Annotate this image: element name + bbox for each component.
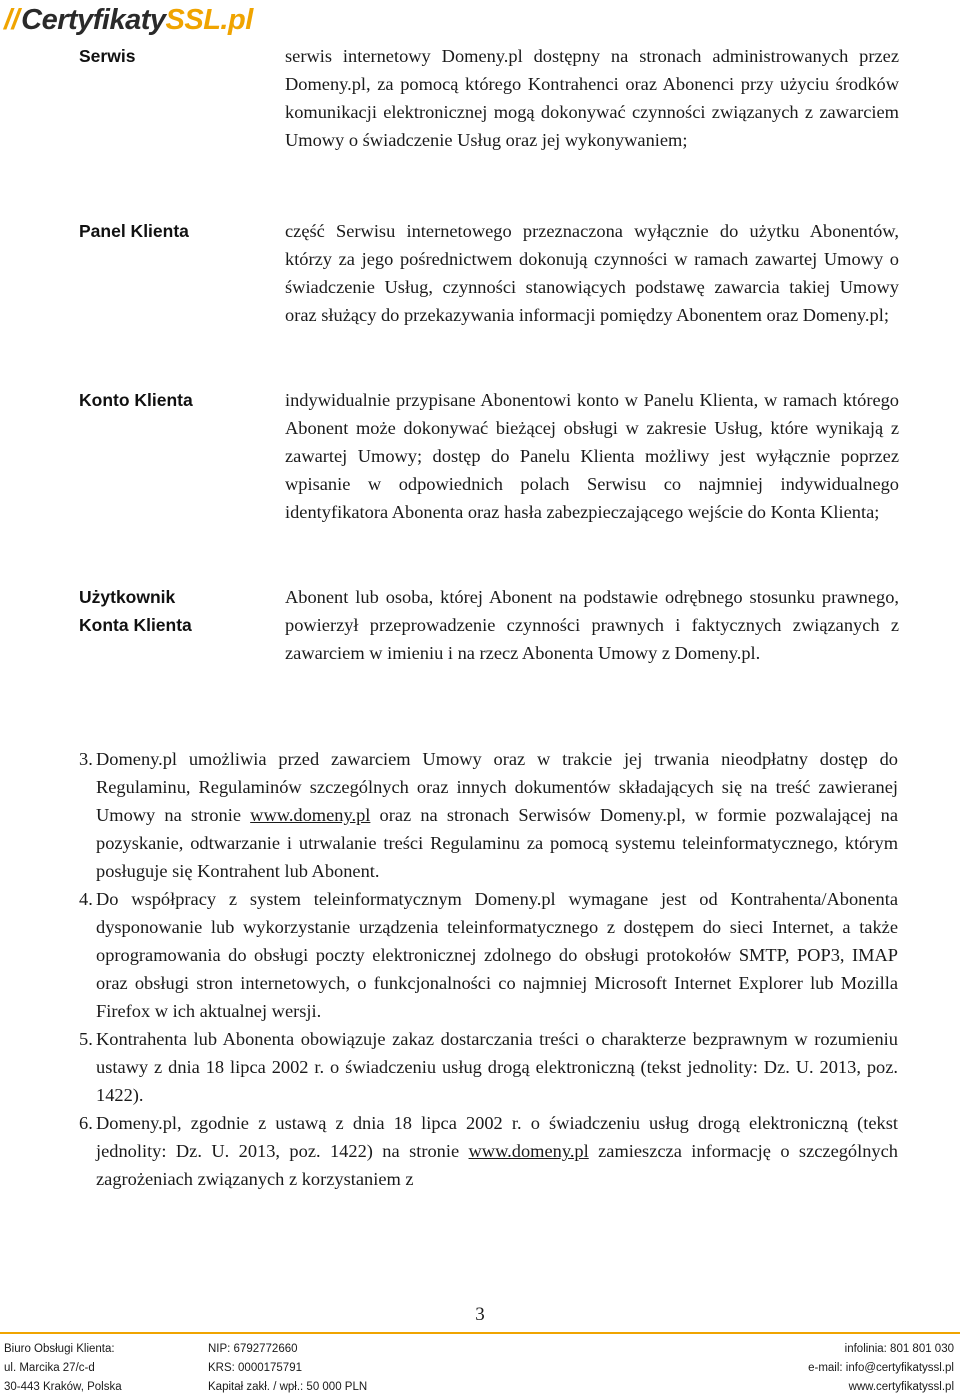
footer-company-info: NIP: 6792772660 KRS: 0000175791 Kapitał zakł. / wpł.: 50 000 PLN: [208, 1343, 368, 1393]
page-number: 3: [475, 1304, 485, 1325]
footer-website[interactable]: www.certyfikatyssl.pl: [848, 1381, 954, 1393]
list-item-text: Kontrahenta lub Abonenta obowiązuje zakaz dostarczania treści o charakterze bezprawnym w rozumieniu ustawy z dnia 18 lipca 2002 r. o świadczeniu usług drogą elektroniczną (tekst jednolity: Dz. U. 2013, poz. 1422).: [96, 1029, 898, 1105]
definition-row-konto-klienta: [79, 386, 899, 583]
list-item: [79, 885, 899, 1025]
definition-row-serwis: [79, 42, 899, 217]
list-item: [79, 1025, 899, 1109]
list-item-text: Domeny.pl umożliwia przed zawarciem Umowy oraz w trakcie jej trwania nieodpłatny dostęp do Regulaminu, Regulaminów szczególnych oraz innych dokumentów składających się na treść zawieranej Umowy na stronie www.domeny.pl oraz na stronach Serwisów Domeny.pl, w formie pozwalającej na pozyskanie, odtwarzanie i utrwalanie treści Regulaminu za pomocą systemu teleinformatycznego, którym posługuje się Kontrahent lub Abonent.: [96, 749, 898, 881]
footer-contact-info: [808, 1340, 954, 1397]
definition-description: indywidualnie przypisane Abonentowi konto w Panelu Klienta, w ramach którego Abonent może dokonywać bieżącej obsługi w zakresie Usług, które wynikają z zawartej Umowy; dostęp do Panelu Klienta możliwy jest wyłącznie poprzez wpisanie w odpowiednich polach Serwisu co najmniej indywidualnego identyfikatora Abonenta oraz hasła zabezpieczającego wejście do Konta Klienta;: [285, 390, 899, 522]
domeny-link[interactable]: www.domeny.pl: [250, 805, 371, 825]
definition-row-panel-klienta: [79, 217, 899, 386]
logo-slashes: //: [4, 3, 20, 36]
list-item-text: Domeny.pl, zgodnie z ustawą z dnia 18 lipca 2002 r. o świadczeniu usług drogą elektroniczną (tekst jednolity: Dz. U. 2013, poz. 1422) na stronie www.domeny.pl zamieszcza informację o szczególnych zagrożeniach związanych z korzystaniem z: [96, 1113, 898, 1189]
definition-term: Panel Klienta: [79, 221, 189, 241]
definition-term: Konto Klienta: [79, 390, 193, 410]
list-number: 3.: [79, 749, 93, 769]
definitions-list: [79, 42, 899, 667]
definition-row-uzytkownik: [79, 583, 899, 667]
definition-term: Serwis: [79, 46, 136, 66]
definition-description: Abonent lub osoba, której Abonent na podstawie odrębnego stosunku prawnego, powierzył przeprowadzenie czynności prawnych i faktycznych związanych z zawarciem w imieniu i na rzecz Abonenta Umowy z Domeny.pl.: [285, 587, 899, 663]
list-number: 6.: [79, 1113, 93, 1133]
footer-office-info: Biuro Obsługi Klienta: ul. Marcika 27/c-d 30-443 Kraków, Polska: [4, 1343, 122, 1393]
list-number: 5.: [79, 1029, 93, 1049]
logo-word-ssl: SSL.pl: [165, 3, 253, 36]
numbered-list: [79, 745, 899, 1193]
logo: [4, 0, 253, 40]
footer-phone: infolinia: 801 801 030: [844, 1343, 954, 1355]
footer-email[interactable]: e-mail: info@certyfikatyssl.pl: [808, 1362, 954, 1374]
logo-word-certyfikaty: Certyfikaty: [21, 3, 166, 36]
definition-description: część Serwisu internetowego przeznaczona wyłącznie do użytku Abonentów, którzy za jego pośrednictwem dokonują czynności w ramach zawartej Umowy o świadczenie Usług, czynności stanowiących podstawę zawarcia takiej Umowy oraz służący do przekazywania informacji pomiędzy Abonentem oraz Domeny.pl;: [285, 221, 899, 325]
list-number: 4.: [79, 889, 93, 909]
definition-term: Użytkownik Konta Klienta: [79, 587, 192, 635]
list-item-text: Do współpracy z system teleinformatycznym Domeny.pl wymagane jest od Kontrahenta/Abonenta dysponowanie lub wykorzystanie urządzenia teleinformatycznego z dostępem do sieci Internet, a także oprogramowania do obsługi poczty elektronicznej zdolnego do obsługi protokołów SMTP, POP3, IMAP oraz obsługi stron internetowych, o funkcjonalności co najmniej Microsoft Internet Explorer lub Mozilla Firefox w ich aktualnej wersji.: [96, 889, 898, 1021]
list-item: [79, 1109, 899, 1193]
footer-divider: [0, 1332, 960, 1334]
list-item: [79, 745, 899, 885]
domeny-link[interactable]: www.domeny.pl: [468, 1141, 589, 1161]
definition-description: serwis internetowy Domeny.pl dostępny na stronach administrowanych przez Domeny.pl, za pomocą którego Kontrahenci oraz Abonenci przy użyciu środków komunikacji elektronicznej mogą dokonywać czynności związanych z zawarciem Umowy o świadczenie Usług oraz jej wykonywaniem;: [285, 46, 899, 150]
